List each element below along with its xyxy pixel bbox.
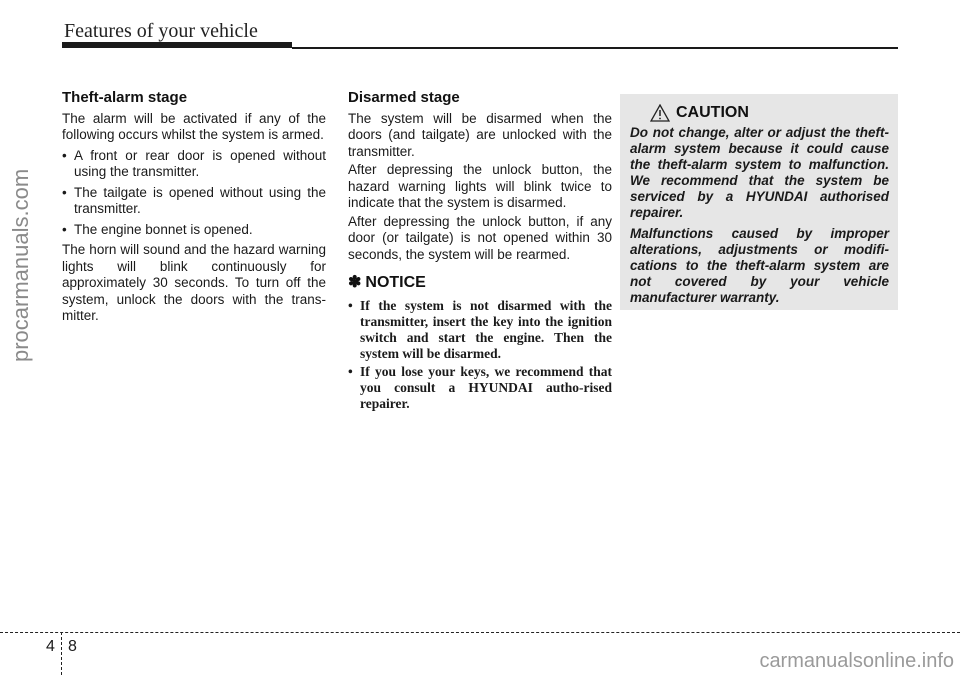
footer-divider <box>61 632 62 675</box>
caution-box <box>620 94 898 310</box>
header-bar <box>62 42 292 48</box>
disarmed-para-2: After depressing the unlock button, the hazard warning lights will blink twice to indicate that the system is disarmed. <box>348 162 612 210</box>
theft-alarm-intro: The alarm will be activated if any of the following occurs whilst the system is armed. <box>62 110 326 142</box>
disarmed-heading: Disarmed stage <box>348 89 460 106</box>
theft-alarm-section <box>62 90 326 327</box>
side-watermark: procarmanuals.com <box>8 168 33 362</box>
notice-heading <box>348 275 612 292</box>
page-number: 8 <box>68 638 77 655</box>
caution-title: CAUTION <box>676 104 749 121</box>
theft-alarm-list <box>62 148 326 239</box>
header-rule <box>292 47 898 49</box>
footer-rule <box>0 632 960 633</box>
section-number: 4 <box>46 638 55 655</box>
disarmed-section <box>348 90 612 416</box>
list-item: • The tailgate is opened without using the transmitter. <box>62 185 326 218</box>
footer-watermark: carmanualsonline.info <box>759 650 954 672</box>
theft-alarm-heading: Theft-alarm stage <box>62 89 188 106</box>
caution-header <box>630 104 889 122</box>
caution-para-1: Do not change, alter or adjust the theft-alarm system because it could cause the theft-alarm system to malfunction. We recommend that the system be serviced by a HYUNDAI authorised repairer. <box>630 125 889 220</box>
list-item: • The engine bonnet is opened. <box>62 222 326 239</box>
disarmed-para-1: The system will be disarmed when the doors (and tailgate) are unlocked with the transmitter. <box>348 110 612 159</box>
list-item: • A front or rear door is opened without using the transmitter. <box>62 148 326 181</box>
caution-para-2: Malfunctions caused by improper alterations, adjustments or modifi-cations to the theft-alarm system are not covered by your vehicle manufacturer warranty. <box>630 226 889 305</box>
disarmed-para-3: After depressing the unlock button, if any door (or tailgate) is not opened within 30 seconds, the system will be rearmed. <box>348 213 612 262</box>
notice-list <box>348 298 612 412</box>
list-item: • If the system is not disarmed with the transmitter, insert the key into the ignition switch and start the engine. Then the system will be disarmed. <box>348 298 612 362</box>
notice-star-icon: ✽ <box>348 274 362 291</box>
theft-alarm-outro: The horn will sound and the hazard warning lights will blink continuously for approximately 30 seconds. To turn off the system, unlock the doors with the trans-mitter. <box>62 242 326 323</box>
list-item: • If you lose your keys, we recommend that you consult a HYUNDAI autho-rised repairer. <box>348 364 612 412</box>
notice-title: NOTICE <box>365 274 426 291</box>
page-header-title: Features of your vehicle <box>64 20 258 42</box>
warning-triangle-icon <box>650 104 670 122</box>
